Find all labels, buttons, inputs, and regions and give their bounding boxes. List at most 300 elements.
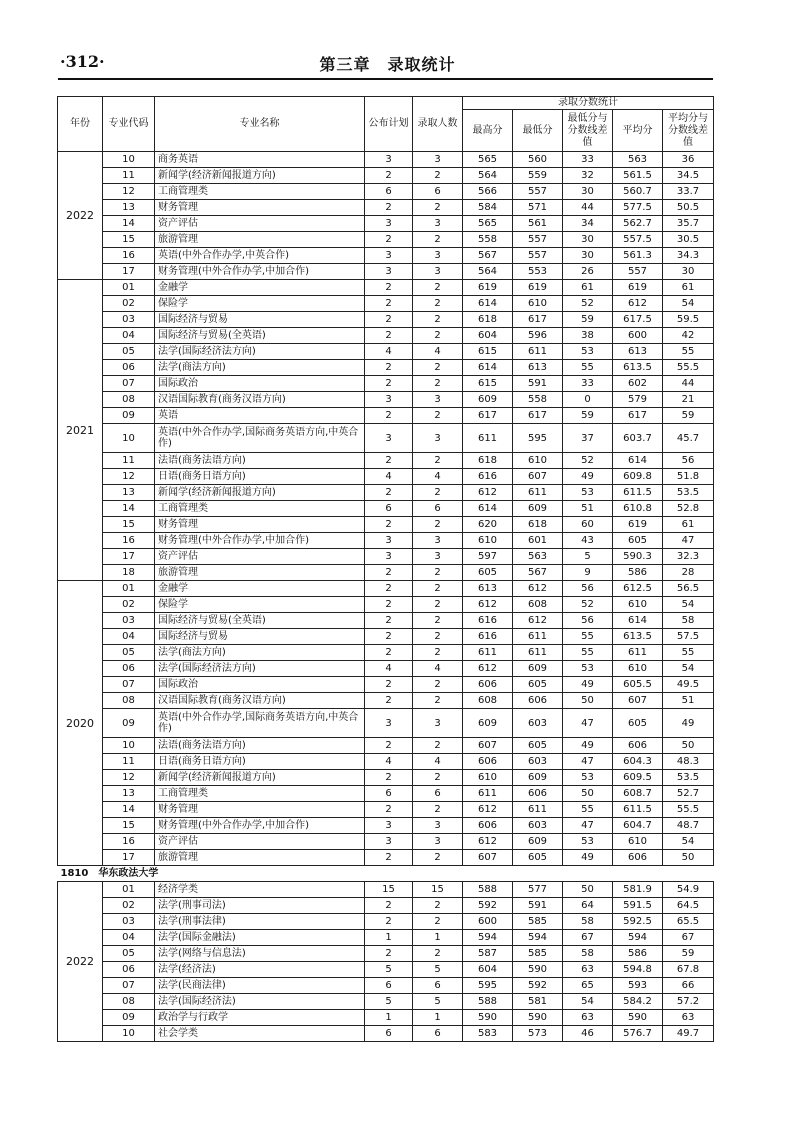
cell-avg: 614 — [613, 453, 663, 469]
cell-name: 法学(刑事司法) — [155, 898, 365, 914]
cell-code: 05 — [103, 645, 155, 661]
table-row — [58, 453, 714, 469]
table-row — [58, 693, 714, 709]
cell-name: 保险学 — [155, 296, 365, 312]
cell-min-diff: 5 — [563, 549, 613, 565]
cell-min-diff: 38 — [563, 328, 613, 344]
cell-admit: 2 — [413, 408, 463, 424]
cell-plan: 2 — [365, 946, 413, 962]
cell-name: 法学(国际经济法) — [155, 994, 365, 1010]
cell-avg: 562.7 — [613, 216, 663, 232]
cell-avg: 605.5 — [613, 677, 663, 693]
cell-code: 10 — [103, 738, 155, 754]
cell-min: 563 — [513, 549, 563, 565]
cell-min-diff: 53 — [563, 770, 613, 786]
cell-code: 05 — [103, 344, 155, 360]
cell-max: 607 — [463, 738, 513, 754]
table-row — [58, 978, 714, 994]
cell-max: 583 — [463, 1026, 513, 1042]
table-row — [58, 392, 714, 408]
cell-code: 14 — [103, 216, 155, 232]
cell-avg-diff: 30 — [663, 264, 714, 280]
cell-code: 12 — [103, 184, 155, 200]
cell-min: 619 — [513, 280, 563, 296]
cell-admit: 3 — [413, 424, 463, 453]
cell-admit: 2 — [413, 802, 463, 818]
cell-name: 新闻学(经济新闻报道方向) — [155, 770, 365, 786]
cell-admit: 2 — [413, 613, 463, 629]
cell-min-diff: 58 — [563, 946, 613, 962]
cell-avg: 610 — [613, 661, 663, 677]
cell-avg: 604.3 — [613, 754, 663, 770]
cell-code: 16 — [103, 533, 155, 549]
cell-admit: 4 — [413, 469, 463, 485]
cell-min-diff: 43 — [563, 533, 613, 549]
table-row — [58, 184, 714, 200]
cell-avg: 604.7 — [613, 818, 663, 834]
cell-max: 606 — [463, 818, 513, 834]
cell-min-diff: 30 — [563, 184, 613, 200]
cell-min: 594 — [513, 930, 563, 946]
cell-avg-diff: 48.7 — [663, 818, 714, 834]
cell-avg-diff: 54 — [663, 661, 714, 677]
cell-name: 国际经济与贸易 — [155, 629, 365, 645]
cell-avg: 610 — [613, 834, 663, 850]
cell-code: 04 — [103, 328, 155, 344]
cell-plan: 3 — [365, 818, 413, 834]
cell-min: 590 — [513, 1010, 563, 1026]
cell-max: 604 — [463, 962, 513, 978]
cell-plan: 2 — [365, 693, 413, 709]
cell-plan: 2 — [365, 850, 413, 866]
cell-max: 615 — [463, 376, 513, 392]
cell-avg-diff: 61 — [663, 280, 714, 296]
cell-avg-diff: 55 — [663, 344, 714, 360]
cell-name: 法学(经济法) — [155, 962, 365, 978]
cell-min-diff: 59 — [563, 408, 613, 424]
cell-min-diff: 37 — [563, 424, 613, 453]
cell-plan: 3 — [365, 152, 413, 168]
cell-avg-diff: 49 — [663, 709, 714, 738]
cell-max: 588 — [463, 882, 513, 898]
cell-max: 597 — [463, 549, 513, 565]
cell-max: 612 — [463, 834, 513, 850]
th-avg-diff: 平均分与分数线差值 — [663, 110, 714, 152]
cell-max: 566 — [463, 184, 513, 200]
cell-plan: 2 — [365, 328, 413, 344]
cell-max: 616 — [463, 629, 513, 645]
table-row — [58, 645, 714, 661]
table-row — [58, 200, 714, 216]
cell-min: 603 — [513, 754, 563, 770]
cell-min: 613 — [513, 360, 563, 376]
cell-avg: 594 — [613, 930, 663, 946]
cell-avg: 617 — [613, 408, 663, 424]
cell-min-diff: 32 — [563, 168, 613, 184]
year-cell: 2021 — [58, 280, 103, 581]
cell-code: 16 — [103, 248, 155, 264]
cell-admit: 2 — [413, 453, 463, 469]
cell-max: 609 — [463, 709, 513, 738]
cell-min: 609 — [513, 770, 563, 786]
cell-name: 法学(国际金融法) — [155, 930, 365, 946]
cell-admit: 2 — [413, 738, 463, 754]
cell-name: 新闻学(经济新闻报道方向) — [155, 485, 365, 501]
cell-min-diff: 61 — [563, 280, 613, 296]
cell-min: 581 — [513, 994, 563, 1010]
cell-avg: 610.8 — [613, 501, 663, 517]
table-row — [58, 834, 714, 850]
cell-max: 612 — [463, 597, 513, 613]
cell-admit: 2 — [413, 597, 463, 613]
cell-code: 07 — [103, 978, 155, 994]
table-row — [58, 597, 714, 613]
cell-avg: 611.5 — [613, 802, 663, 818]
cell-avg-diff: 57.5 — [663, 629, 714, 645]
cell-min-diff: 55 — [563, 802, 613, 818]
cell-avg: 594.8 — [613, 962, 663, 978]
th-year: 年份 — [58, 97, 103, 152]
cell-admit: 3 — [413, 549, 463, 565]
cell-min-diff: 9 — [563, 565, 613, 581]
cell-avg: 619 — [613, 280, 663, 296]
cell-admit: 2 — [413, 376, 463, 392]
page-number: ·312· — [60, 52, 105, 71]
cell-admit: 4 — [413, 344, 463, 360]
table-row — [58, 770, 714, 786]
cell-name: 法语(商务法语方向) — [155, 738, 365, 754]
cell-admit: 2 — [413, 677, 463, 693]
cell-code: 17 — [103, 264, 155, 280]
cell-avg-diff: 50 — [663, 850, 714, 866]
cell-admit: 2 — [413, 168, 463, 184]
cell-avg: 617.5 — [613, 312, 663, 328]
cell-plan: 2 — [365, 280, 413, 296]
cell-code: 02 — [103, 597, 155, 613]
cell-admit: 2 — [413, 232, 463, 248]
cell-plan: 3 — [365, 834, 413, 850]
cell-max: 592 — [463, 898, 513, 914]
cell-min: 608 — [513, 597, 563, 613]
cell-min: 606 — [513, 786, 563, 802]
cell-avg-diff: 50.5 — [663, 200, 714, 216]
cell-avg-diff: 52.8 — [663, 501, 714, 517]
cell-code: 06 — [103, 661, 155, 677]
cell-code: 11 — [103, 754, 155, 770]
cell-name: 法学(国际经济法方向) — [155, 661, 365, 677]
cell-min-diff: 33 — [563, 376, 613, 392]
cell-min: 590 — [513, 962, 563, 978]
cell-avg: 577.5 — [613, 200, 663, 216]
cell-plan: 2 — [365, 360, 413, 376]
cell-min: 567 — [513, 565, 563, 581]
th-min: 最低分 — [513, 110, 563, 152]
cell-avg: 613 — [613, 344, 663, 360]
cell-avg: 592.5 — [613, 914, 663, 930]
cell-avg: 560.7 — [613, 184, 663, 200]
cell-plan: 6 — [365, 786, 413, 802]
cell-code: 06 — [103, 360, 155, 376]
cell-min-diff: 47 — [563, 818, 613, 834]
cell-plan: 4 — [365, 661, 413, 677]
cell-min-diff: 52 — [563, 597, 613, 613]
th-max: 最高分 — [463, 110, 513, 152]
cell-code: 02 — [103, 296, 155, 312]
cell-name: 财务管理 — [155, 802, 365, 818]
cell-avg-diff: 64.5 — [663, 898, 714, 914]
cell-name: 旅游管理 — [155, 232, 365, 248]
cell-name: 旅游管理 — [155, 850, 365, 866]
cell-avg-diff: 50 — [663, 738, 714, 754]
cell-plan: 5 — [365, 962, 413, 978]
cell-admit: 6 — [413, 786, 463, 802]
cell-code: 01 — [103, 581, 155, 597]
th-min-diff: 最低分与分数线差值 — [563, 110, 613, 152]
cell-avg: 611 — [613, 645, 663, 661]
cell-plan: 2 — [365, 914, 413, 930]
cell-min-diff: 50 — [563, 882, 613, 898]
cell-max: 564 — [463, 264, 513, 280]
cell-code: 13 — [103, 200, 155, 216]
cell-name: 旅游管理 — [155, 565, 365, 581]
cell-admit: 6 — [413, 184, 463, 200]
cell-min: 591 — [513, 898, 563, 914]
table-row — [58, 360, 714, 376]
cell-plan: 2 — [365, 312, 413, 328]
cell-code: 09 — [103, 709, 155, 738]
cell-admit: 15 — [413, 882, 463, 898]
cell-code: 02 — [103, 898, 155, 914]
cell-plan: 2 — [365, 376, 413, 392]
cell-admit: 2 — [413, 485, 463, 501]
cell-min-diff: 26 — [563, 264, 613, 280]
cell-avg-diff: 45.7 — [663, 424, 714, 453]
cell-max: 616 — [463, 613, 513, 629]
cell-avg-diff: 21 — [663, 392, 714, 408]
cell-code: 07 — [103, 677, 155, 693]
cell-code: 15 — [103, 232, 155, 248]
cell-avg: 606 — [613, 850, 663, 866]
admission-table — [57, 96, 714, 1042]
cell-min-diff: 64 — [563, 898, 613, 914]
cell-plan: 6 — [365, 184, 413, 200]
cell-min-diff: 0 — [563, 392, 613, 408]
cell-max: 564 — [463, 168, 513, 184]
cell-name: 法学(商法方向) — [155, 645, 365, 661]
cell-max: 567 — [463, 248, 513, 264]
cell-admit: 4 — [413, 754, 463, 770]
cell-name: 新闻学(经济新闻报道方向) — [155, 168, 365, 184]
cell-avg: 605 — [613, 709, 663, 738]
cell-min-diff: 53 — [563, 344, 613, 360]
cell-plan: 2 — [365, 898, 413, 914]
cell-min: 606 — [513, 693, 563, 709]
cell-avg: 563 — [613, 152, 663, 168]
cell-avg: 557 — [613, 264, 663, 280]
table-row — [58, 248, 714, 264]
cell-min-diff: 63 — [563, 1010, 613, 1026]
year-cell: 2020 — [58, 581, 103, 866]
cell-min: 611 — [513, 629, 563, 645]
cell-min-diff: 47 — [563, 754, 613, 770]
cell-admit: 3 — [413, 392, 463, 408]
cell-min-diff: 50 — [563, 786, 613, 802]
cell-admit: 3 — [413, 264, 463, 280]
cell-min: 561 — [513, 216, 563, 232]
cell-admit: 2 — [413, 565, 463, 581]
table-row — [58, 882, 714, 898]
cell-max: 611 — [463, 424, 513, 453]
cell-max: 588 — [463, 994, 513, 1010]
cell-code: 11 — [103, 453, 155, 469]
table-row — [58, 914, 714, 930]
cell-min-diff: 65 — [563, 978, 613, 994]
cell-min-diff: 47 — [563, 709, 613, 738]
table-row — [58, 677, 714, 693]
cell-name: 英语(中外合作办学,国际商务英语方向,中英合作) — [155, 424, 365, 453]
cell-avg-diff: 48.3 — [663, 754, 714, 770]
cell-plan: 2 — [365, 770, 413, 786]
cell-admit: 1 — [413, 1010, 463, 1026]
cell-code: 03 — [103, 312, 155, 328]
cell-min: 612 — [513, 613, 563, 629]
th-score-group: 录取分数统计 — [463, 97, 714, 110]
cell-admit: 2 — [413, 312, 463, 328]
cell-avg: 612.5 — [613, 581, 663, 597]
cell-avg-diff: 34.3 — [663, 248, 714, 264]
cell-name: 国际经济与贸易 — [155, 312, 365, 328]
cell-plan: 2 — [365, 232, 413, 248]
cell-admit: 6 — [413, 978, 463, 994]
cell-code: 03 — [103, 914, 155, 930]
cell-avg-diff: 51.8 — [663, 469, 714, 485]
cell-plan: 1 — [365, 1010, 413, 1026]
cell-avg: 593 — [613, 978, 663, 994]
cell-max: 620 — [463, 517, 513, 533]
cell-plan: 4 — [365, 754, 413, 770]
cell-code: 05 — [103, 946, 155, 962]
cell-min-diff: 55 — [563, 629, 613, 645]
cell-name: 汉语国际教育(商务汉语方向) — [155, 693, 365, 709]
cell-min-diff: 56 — [563, 581, 613, 597]
cell-avg: 612 — [613, 296, 663, 312]
cell-name: 财务管理(中外合作办学,中加合作) — [155, 818, 365, 834]
cell-name: 财务管理 — [155, 517, 365, 533]
cell-avg-diff: 53.5 — [663, 770, 714, 786]
cell-min: 610 — [513, 296, 563, 312]
cell-avg: 557.5 — [613, 232, 663, 248]
cell-min-diff: 46 — [563, 1026, 613, 1042]
cell-name: 国际政治 — [155, 376, 365, 392]
cell-avg-diff: 54 — [663, 834, 714, 850]
cell-avg-diff: 57.2 — [663, 994, 714, 1010]
table-row — [58, 738, 714, 754]
cell-code: 09 — [103, 1010, 155, 1026]
table-row — [58, 469, 714, 485]
cell-max: 594 — [463, 930, 513, 946]
cell-min: 585 — [513, 946, 563, 962]
cell-min: 592 — [513, 978, 563, 994]
cell-admit: 2 — [413, 200, 463, 216]
cell-admit: 2 — [413, 946, 463, 962]
cell-avg: 590.3 — [613, 549, 663, 565]
cell-code: 08 — [103, 392, 155, 408]
cell-max: 614 — [463, 360, 513, 376]
cell-avg: 611.5 — [613, 485, 663, 501]
cell-admit: 2 — [413, 898, 463, 914]
cell-avg-diff: 55.5 — [663, 360, 714, 376]
th-plan: 公布计划 — [365, 97, 413, 152]
cell-avg: 609.5 — [613, 770, 663, 786]
cell-plan: 3 — [365, 424, 413, 453]
cell-max: 612 — [463, 485, 513, 501]
cell-avg-diff: 42 — [663, 328, 714, 344]
cell-max: 610 — [463, 770, 513, 786]
cell-avg-diff: 59 — [663, 408, 714, 424]
cell-name: 保险学 — [155, 597, 365, 613]
cell-min: 603 — [513, 818, 563, 834]
table-row — [58, 581, 714, 597]
cell-name: 经济学类 — [155, 882, 365, 898]
cell-min: 585 — [513, 914, 563, 930]
table-row — [58, 312, 714, 328]
cell-min: 607 — [513, 469, 563, 485]
cell-avg: 576.7 — [613, 1026, 663, 1042]
table-row — [58, 152, 714, 168]
cell-name: 法语(商务法语方向) — [155, 453, 365, 469]
table-row — [58, 296, 714, 312]
table-row — [58, 533, 714, 549]
cell-min: 610 — [513, 453, 563, 469]
cell-avg-diff: 28 — [663, 565, 714, 581]
cell-admit: 1 — [413, 930, 463, 946]
cell-min-diff: 67 — [563, 930, 613, 946]
cell-admit: 2 — [413, 629, 463, 645]
cell-plan: 4 — [365, 344, 413, 360]
cell-code: 04 — [103, 629, 155, 645]
cell-min: 557 — [513, 232, 563, 248]
cell-max: 617 — [463, 408, 513, 424]
cell-avg-diff: 61 — [663, 517, 714, 533]
cell-name: 法学(国际经济法方向) — [155, 344, 365, 360]
cell-avg: 608.7 — [613, 786, 663, 802]
table-row — [58, 1010, 714, 1026]
cell-avg: 610 — [613, 597, 663, 613]
th-code: 专业代码 — [103, 97, 155, 152]
cell-avg: 584.2 — [613, 994, 663, 1010]
cell-admit: 3 — [413, 216, 463, 232]
cell-admit: 3 — [413, 533, 463, 549]
th-name: 专业名称 — [155, 97, 365, 152]
cell-min: 603 — [513, 709, 563, 738]
cell-admit: 6 — [413, 1026, 463, 1042]
table-row — [58, 408, 714, 424]
cell-min: 596 — [513, 328, 563, 344]
table-row — [58, 709, 714, 738]
cell-avg-diff: 44 — [663, 376, 714, 392]
cell-min-diff: 30 — [563, 232, 613, 248]
cell-min: 617 — [513, 312, 563, 328]
cell-min-diff: 56 — [563, 613, 613, 629]
cell-min: 611 — [513, 645, 563, 661]
cell-admit: 3 — [413, 152, 463, 168]
th-admit: 录取人数 — [413, 97, 463, 152]
cell-min: 611 — [513, 802, 563, 818]
cell-avg-diff: 67.8 — [663, 962, 714, 978]
cell-name: 英语(中外合作办学,中英合作) — [155, 248, 365, 264]
cell-min: 560 — [513, 152, 563, 168]
cell-avg: 607 — [613, 693, 663, 709]
